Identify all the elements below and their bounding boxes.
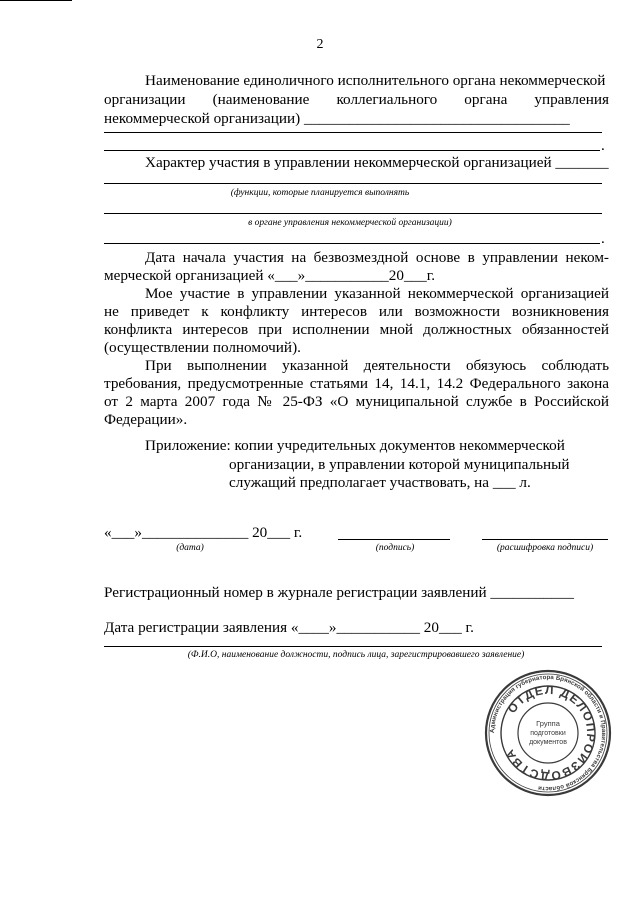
- s1-word: (наименование: [212, 91, 310, 108]
- decoding-line: [482, 539, 608, 540]
- blank-line: [104, 183, 602, 184]
- s5-line4: Федерации».: [104, 411, 188, 428]
- s5-line3: от 2 марта 2007 года № 25-ФЗ «О муниципальной службе в Российской: [104, 393, 609, 410]
- registrar-line: [104, 646, 602, 647]
- s1-line2: [104, 90, 609, 109]
- s1-line1: Наименование единоличного исполнительного органа некоммерческой: [145, 72, 606, 89]
- blank-line: [104, 213, 602, 214]
- stamp-outer-text: Администрация губернатора Брянской области и Правительства Брянской области: [488, 673, 608, 793]
- stamp-center-line1: Группа: [536, 719, 560, 728]
- date-field: «___»______________ 20___ г.: [104, 524, 303, 541]
- page-number: 2: [316, 37, 324, 52]
- decoding-caption: (расшифровка подписи): [496, 543, 594, 553]
- s5-line1: При выполнении указанной деятельности обязуюсь соблюдать: [145, 357, 609, 374]
- s4-line4: (осуществлении полномочий).: [104, 339, 301, 356]
- s2-line1: Характер участия в управлении некоммерческой организацией _______: [145, 154, 609, 171]
- blank-line: [104, 150, 600, 151]
- attachment-line1: Приложение: копии учредительных документов некоммерческой: [145, 437, 565, 454]
- stamp-center-line3: документов: [529, 739, 567, 746]
- blank-line: [104, 132, 602, 133]
- registration-date: Дата регистрации заявления «____»___________ 20___ г.: [104, 619, 474, 636]
- s1-word: управления: [534, 91, 609, 108]
- blank-line: [104, 243, 600, 244]
- s1-word: организации: [104, 91, 186, 108]
- attachment-line2: организации, в управлении которой муниципальный: [229, 456, 570, 473]
- stamp-graphic: [483, 668, 613, 798]
- s5-line2: требования, предусмотренные статьями 14, 14.1, 14.2 Федерального закона: [104, 375, 609, 392]
- s1-line3: некоммерческой организации) ___________________________________: [104, 110, 570, 127]
- caption-functions: (функции, которые планируется выполнять: [230, 188, 410, 198]
- department-stamp: [483, 668, 613, 798]
- s4-line3: конфликта интересов при исполнении мной должностных обязанностей: [104, 321, 609, 338]
- s2-period: .: [601, 230, 605, 247]
- registration-number: Регистрационный номер в журнале регистрации заявлений ___________: [104, 584, 574, 601]
- stamp-center-line2: подготовки: [530, 730, 566, 737]
- registrar-caption: (Ф.И.О, наименование должности, подпись лица, зарегистрировавшего заявление): [187, 650, 525, 660]
- caption-body: в органе управления некоммерческой организации): [248, 218, 452, 228]
- corner-mark: [0, 0, 72, 1]
- s1-word: коллегиального: [336, 91, 438, 108]
- s4-line2: не приведет к конфликту интересов или возможности возникновения: [104, 303, 609, 320]
- signature-line: [338, 539, 450, 540]
- s1-word: органа: [464, 91, 508, 108]
- date-caption: (дата): [176, 543, 204, 553]
- attachment-line3: служащий предполагает участвовать, на ___ л.: [229, 474, 531, 491]
- s1-period: .: [601, 137, 605, 154]
- s3-line2: мерческой организацией «___»___________20___г.: [104, 267, 436, 284]
- stamp-inner-text: ОТДЕЛ ДЕЛОПРОИЗВОДСТВА: [501, 682, 599, 784]
- s4-line1: Мое участие в управлении указанной некоммерческой организацией: [145, 285, 609, 302]
- s3-line1: Дата начала участия на безвозмездной основе в управлении неком-: [145, 249, 609, 266]
- signature-caption: (подпись): [375, 543, 415, 553]
